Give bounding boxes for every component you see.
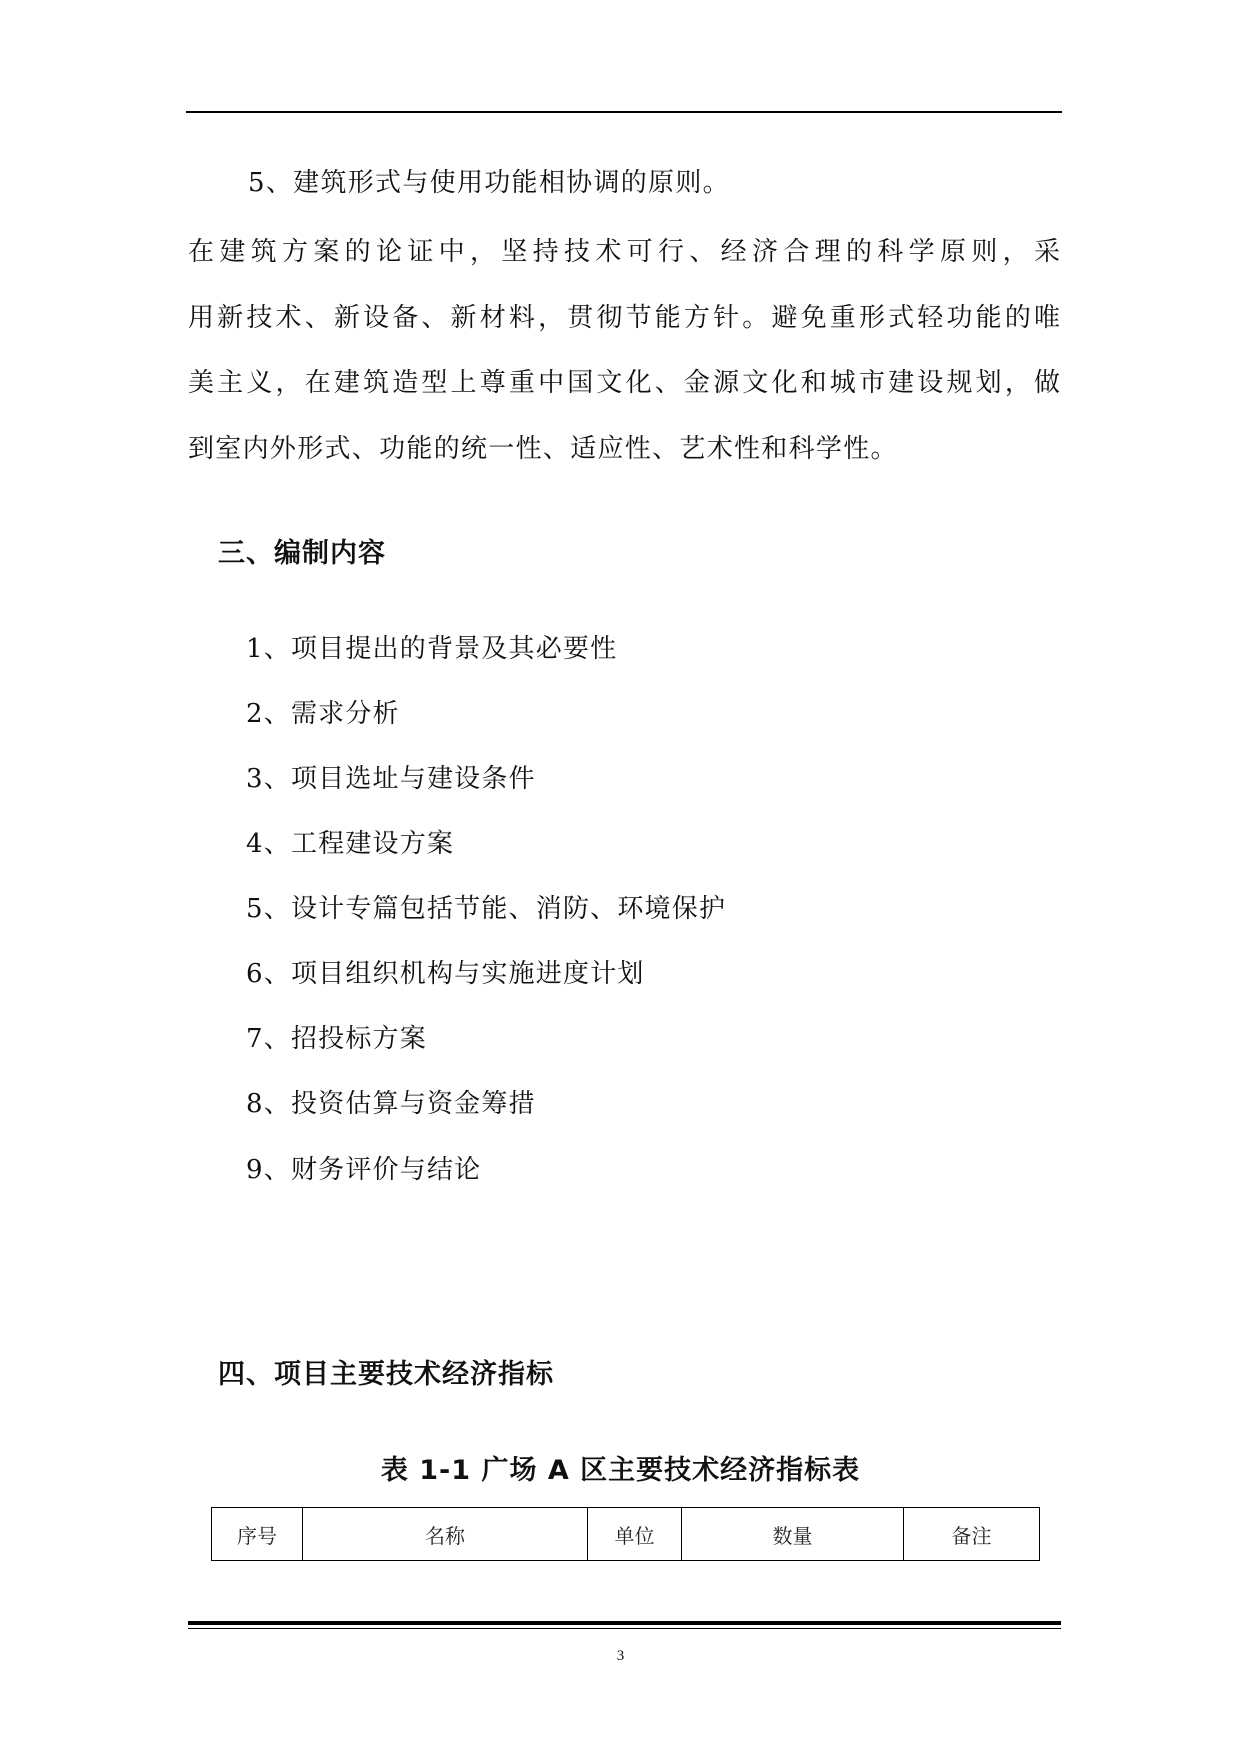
indicator-table (211, 1507, 1040, 1561)
list-item: 9、财务评价与结论 (246, 1155, 482, 1185)
footer-rule (188, 1628, 1061, 1629)
table-header-cell: 单位 (588, 1508, 682, 1561)
list-item: 4、工程建设方案 (246, 829, 455, 859)
list-item: 7、招投标方案 (246, 1024, 427, 1054)
table-header-row (212, 1508, 1040, 1561)
table-header-cell: 序号 (212, 1508, 303, 1561)
table-caption: 表 1-1 广场 A 区主要技术经济指标表 (380, 1455, 861, 1486)
paragraph-line-2: 用新技术、新设备、新材料，贯彻节能方针。避免重形式轻功能的唯 (188, 303, 1060, 333)
principle-item: 5、建筑形式与使用功能相协调的原则。 (248, 168, 730, 198)
list-item: 6、项目组织机构与实施进度计划 (246, 959, 645, 989)
section-heading-compilation: 三、编制内容 (218, 538, 386, 569)
footer-rule (188, 1621, 1061, 1625)
paragraph-line-4: 到室内外形式、功能的统一性、适应性、艺术性和科学性。 (188, 434, 898, 464)
page-number: 3 (616, 1648, 625, 1664)
table-header-cell: 数量 (682, 1508, 904, 1561)
table-header-cell: 备注 (904, 1508, 1040, 1561)
list-item: 3、项目选址与建设条件 (246, 764, 536, 794)
list-item: 1、项目提出的背景及其必要性 (246, 634, 618, 664)
table-header-cell: 名称 (303, 1508, 588, 1561)
paragraph-line-3: 美主义，在建筑造型上尊重中国文化、金源文化和城市建设规划，做 (188, 368, 1060, 398)
list-item: 2、需求分析 (246, 699, 400, 729)
section-heading-indicators: 四、项目主要技术经济指标 (218, 1359, 554, 1390)
list-item: 5、设计专篇包括节能、消防、环境保护 (246, 894, 727, 924)
header-rule (186, 111, 1062, 113)
paragraph-line-1: 在建筑方案的论证中，坚持技术可行、经济合理的科学原则，采 (188, 237, 1060, 267)
list-item: 8、投资估算与资金筹措 (246, 1089, 536, 1119)
